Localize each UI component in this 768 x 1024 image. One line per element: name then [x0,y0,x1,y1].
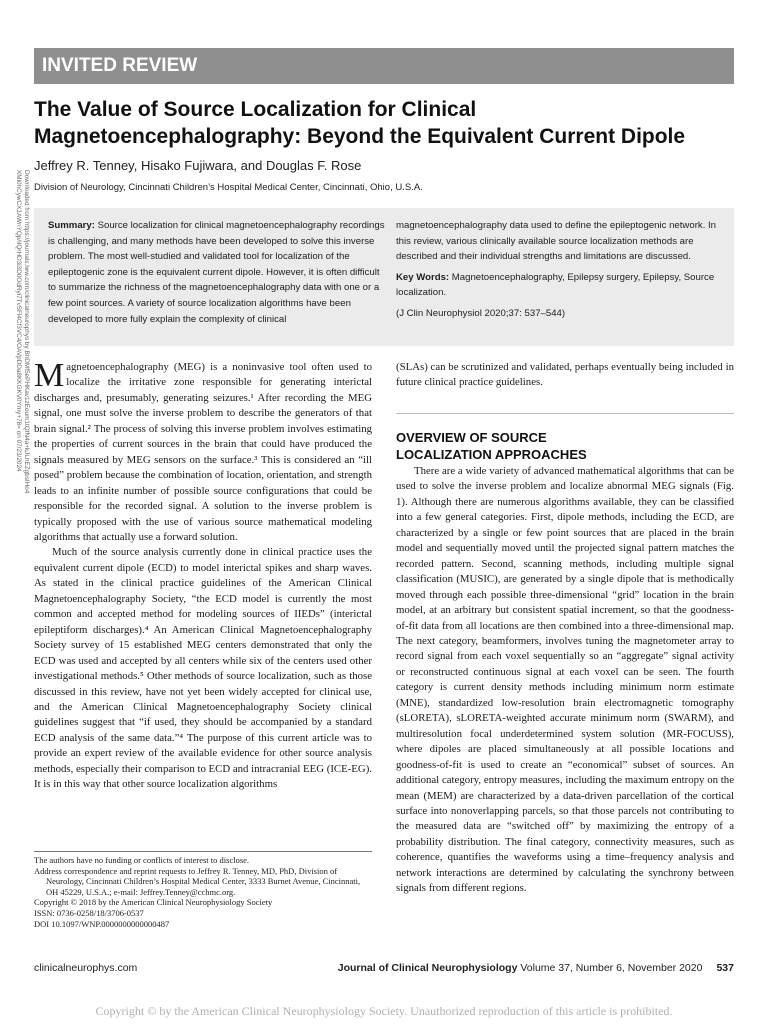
summary-label: Summary: [48,220,95,231]
conflict-statement: The authors have no funding or conflicts of interest to disclose. [34,855,250,865]
section-heading [396,429,734,463]
keywords [396,270,722,301]
body-column-left [34,357,372,793]
footer-journal-info [338,962,734,974]
footnote [34,855,372,929]
body-paragraph: There are a wide variety of advanced mathematical algorithms that can be used to solve the inverse problem and localize abnormal MEG signals (Fig. 1). Although there are numerous algorithms available, they can be classified into a few general categories. First, dipole methods, including the ECD, are characterized by a single or few point sources that are placed in the brain model and sequentially moved until the projected signal pattern matches the recorded pattern. Second, scanning methods, including multiple signal classification (MUSIC), are generated by a single dipole that is methodically moved through each possible three-dimensional “grid” location in the brain model, at an arbitrary but consistent spatial increment, so that the goodness-of-fit data from all locations are then combined into a three-dimensional map. The next category, beamformers, involves tuning the magnetometer array to record signal from each voxel sequentially so an “aggregate” signal activity or reconstructed continuous signal at each voxel can be seen. The fourth category is current density methods including minimum norm estimate (MNE), standardized low-resolution brain electromagnetic tomography (sLORETA), sLORETA-weighted accurate minimum norm (SWARM), and multiresolution focal underdetermined system solution (MR-FOCUSS), where dipoles are placed simultaneously at all possible locations and goodness-of-fit is used to create an “economical” subset of sources. An additional category, entropy measures, including the maximum entropy on the mean (MEM) are characterized by a data-driven parcellation of the cortical surface into nonoverlapping parcels, so that those parcels not contributing to the measured data are “switched off” by maximizing the entropy of a probability distribution. The final category, connectivity measures, such as coherence, quantifies the waveforms using a time–frequency analysis and network interactions are determined by calculating the synchrony between signals from different regions. [396,465,734,895]
drop-cap: M [34,357,65,394]
body-paragraph: Much of the source analysis currently done in clinical practice uses the equivalent current dipole (ECD) to model interictal spikes and sharp waves. As stated in the clinical practice guidelines of the American Clinical Magnetoencephalography Society, “the ECD model is currently the most common and accepted method for modeling sources of IIEDs” (interictal epileptiform discharges).⁴ An American Clinical Magnetoencephalography Society survey of 15 established MEG centers demonstrated that only the ECD was used and accepted by all centers while six of the centers used other investigational methods.⁵ Other methods of source localization, such as those discussed in this review, have not yet been widely accepted for clinical use, and the American Clinical Magnetoencephalography Society clinical guidelines suggest that “if used, they should be accompanied by a standard ECD analysis of the same data.”⁴ The purpose of this current article was to provide an expert review of the available evidence for other source analysis methods, especially their comparison to ECD and intracranial EEG (ICE-EG). It is in this way that other source localization algorithms [34,546,372,791]
copyright-line: Copyright © 2018 by the American Clinical Neurophysiology Society [34,897,273,908]
issue-info: Volume 37, Number 6, November 2020 [517,962,703,974]
affiliation: Division of Neurology, Cincinnati Children’s Hospital Medical Center, Cincinnati, Ohio, U.S.A. [34,182,423,193]
article-type-banner: INVITED REVIEW [34,48,734,84]
footer-website: clinicalneurophys.com [34,962,138,974]
copyright-notice: Copyright © by the American Clinical Neurophysiology Society. Unauthorized reproduction of this article is prohibited. [95,1004,673,1018]
summary-text: Source localization for clinical magnetoencephalography recordings is challenging, and many methods have been developed to solve this inverse problem. The most well-studied and validated tool for localization of the epileptogenic zone is the equivalent current dipole. However, it is often difficult to summarize the richness of the magnetoencephalography data with one or a few point sources. A variety of source localization algorithms have been developed to more fully explain the complexity of clinical [48,220,385,325]
body-column-right [396,360,734,391]
abstract-box [34,208,734,346]
issn-line: ISSN: 0736-0258/18/3706-0537 [34,907,144,918]
article-title: The Value of Source Localization for Clinical Magnetoencephalography: Beyond the Equivalent Current Dipole [34,98,686,148]
watermark-line: Downloaded from https://journals.lww.com/clinicalneurophys by BhDMf5ePHKav1zEoum1tQfN4a+kJLhEZgbsIHo4 [23,170,30,494]
section-heading-line: LOCALIZATION APPROACHES [396,447,587,462]
body-paragraph [34,357,372,545]
body-paragraph: (SLAs) can be scrutinized and validated, perhaps eventually being included in future clinical practice guidelines. [396,361,734,389]
page-number: 537 [716,962,734,974]
keywords-label: Key Words: [396,271,450,283]
download-watermark [14,170,30,493]
keywords-text: Magnetoencephalography, Epilepsy surgery, Epilepsy, Source localization. [396,271,715,299]
citation: (J Clin Neurophysiol 2020;37: 537–544) [396,307,566,319]
abstract-column-right [396,218,722,327]
abstract-column-left [48,218,388,327]
body-column-right-section [396,464,734,897]
author-list: Jeffrey R. Tenney, Hisako Fujiwara, and Douglas F. Rose [34,158,362,173]
correspondence-address: Address correspondence and reprint requests to Jeffrey R. Tenney, MD, PhD, Division of Neurology, Cincinnati Children’s Hospital Medical Center, 3333 Burnet Avenue, Cincinnati, OH 45229, U.S.A.; e-mail: Jeffrey.Tenney@cchmc.org. [34,865,361,897]
section-heading-line: OVERVIEW OF SOURCE [396,430,547,445]
doi-line: DOI 10.1097/WNP.0000000000000487 [34,918,170,929]
watermark-line: XMi0hCywCX1AWnYQp/IlQrHD3i3D0OdRyi7TvSFl4Cf3VC4/OAVpDDa8KKGKV0Ymy+78= on 07/23/2024 [15,170,22,472]
summary-text-continued: magnetoencephalography data used to define the epileptogenic network. In this review, various clinically available source localization methods are described and their individual strengths and limitations are discussed. [396,220,717,263]
journal-name: Journal of Clinical Neurophysiology [337,962,518,974]
body-paragraph-text: agnetoencephalography (MEG) is a noninvasive tool often used to localize the irritative zone responsible for generating interictal discharges and, presumably, generating seizures.¹ After recording the MEG signal, one must solve the inverse problem to describe the generators of that brain signal.² The process of solving this inverse problem involves estimating the properties of current sources in the brain that could have produced the signals measured by MEG sensors on the surface.³ This is considered an “ill posed” problem because the combination of location, orientation, and strength leads to an infinite number of possible source configurations that could be responsible for the recorded signal. A solution to the inverse problem is typically proposed with the use of various source mathematical modeling algorithms that actually use a forward solution. [34,361,372,543]
section-divider [396,413,734,414]
footnote-rule [34,851,372,852]
